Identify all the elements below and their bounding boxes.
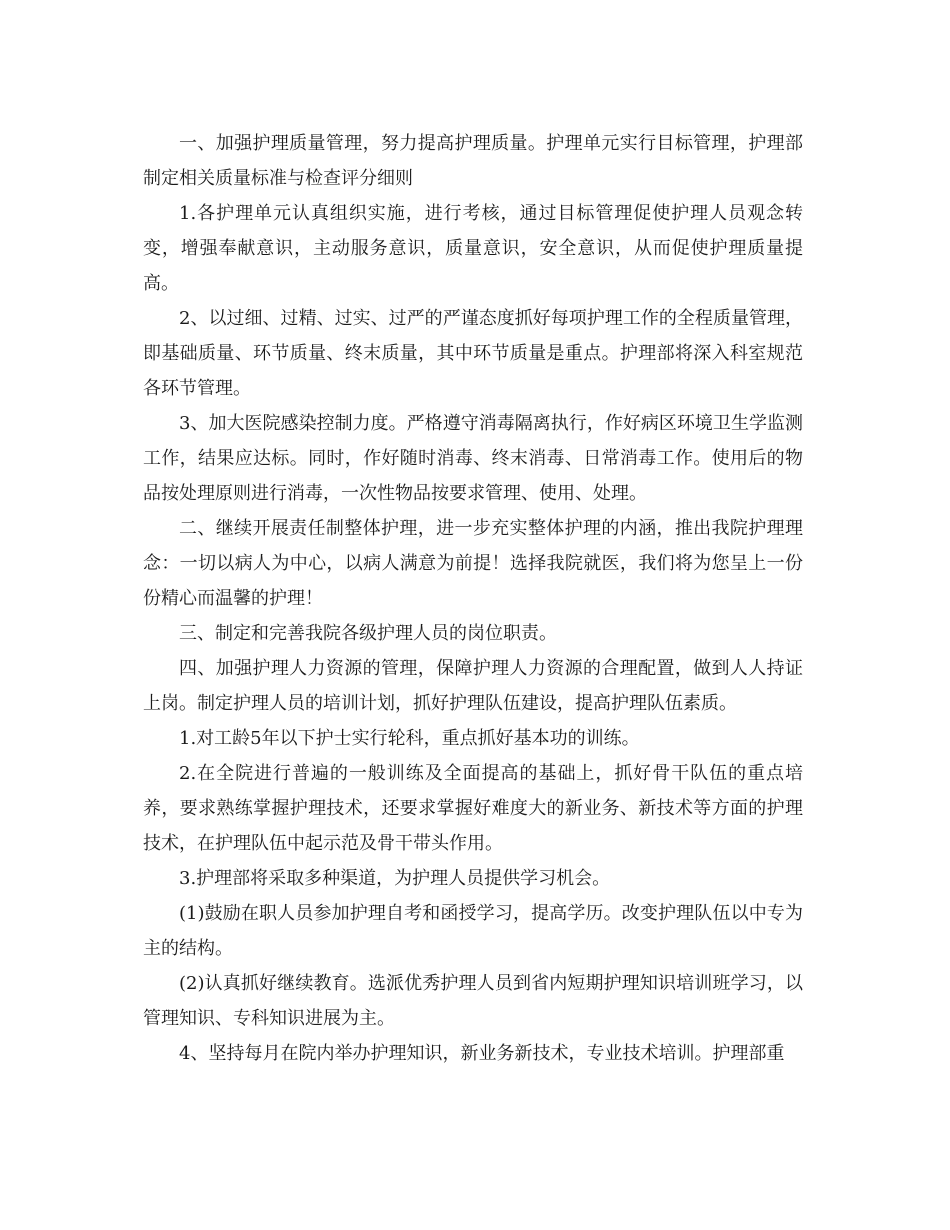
- paragraph-quality-management: 一、加强护理质量管理，努力提高护理质量。护理单元实行目标管理，护理部制定相关质量标准与检查评分细则: [143, 133, 803, 189]
- paragraph-subitem-2: (2)认真抓好继续教育。选派优秀护理人员到省内短期护理知识培训班学习，以管理知识、专科知识进展为主。: [143, 973, 803, 1029]
- paragraph-job-duties: 三、制定和完善我院各级护理人员的岗位职责。: [179, 623, 557, 644]
- paragraph-subitem-1: (1)鼓励在职人员参加护理自考和函授学习，提高学历。改变护理队伍以中专为主的结构。: [143, 903, 803, 959]
- paragraph-training-3: 3.护理部将采取多种渠道，为护理人员提供学习机会。: [179, 868, 611, 889]
- paragraph-item-2: 2、以过细、过精、过实、过严的严谨态度抓好每项护理工作的全程质量管理，即基础质量、环节质量、终末质量，其中环节质量是重点。护理部将深入科室规范各环节管理。: [143, 308, 803, 399]
- paragraph-training-2: 2.在全院进行普遍的一般训练及全面提高的基础上，抓好骨干队伍的重点培养，要求熟练掌握护理技术，还要求掌握好难度大的新业务、新技术等方面的护理技术，在护理队伍中起示范及骨干带头作用。: [143, 763, 803, 854]
- paragraph-item-1: 1.各护理单元认真组织实施，进行考核，通过目标管理促使护理人员观念转变，增强奉献意识，主动服务意识，质量意识，安全意识，从而促使护理质量提高。: [143, 203, 803, 294]
- paragraph-training-1: 1.对工龄5年以下护士实行轮科，重点抓好基本功的训练。: [179, 728, 640, 749]
- document-body: [143, 126, 803, 1071]
- paragraph-item-3: 3、加大医院感染控制力度。严格遵守消毒隔离执行，作好病区环境卫生学监测工作，结果应达标。同时，作好随时消毒、终末消毒、日常消毒工作。使用后的物品按处理原则进行消毒，一次性物品按要求管理、使用、处理。: [143, 413, 803, 504]
- paragraph-item-4: 4、坚持每月在院内举办护理知识，新业务新技术，专业技术培训。护理部重: [179, 1043, 785, 1064]
- paragraph-holistic-care: 二、继续开展责任制整体护理，进一步充实整体护理的内涵，推出我院护理理念：一切以病人为中心，以病人满意为前提！选择我院就医，我们将为您呈上一份份精心而温馨的护理！: [143, 518, 803, 609]
- paragraph-human-resources: 四、加强护理人力资源的管理，保障护理人力资源的合理配置，做到人人持证上岗。制定护理人员的培训计划，抓好护理队伍建设，提高护理队伍素质。: [143, 658, 803, 714]
